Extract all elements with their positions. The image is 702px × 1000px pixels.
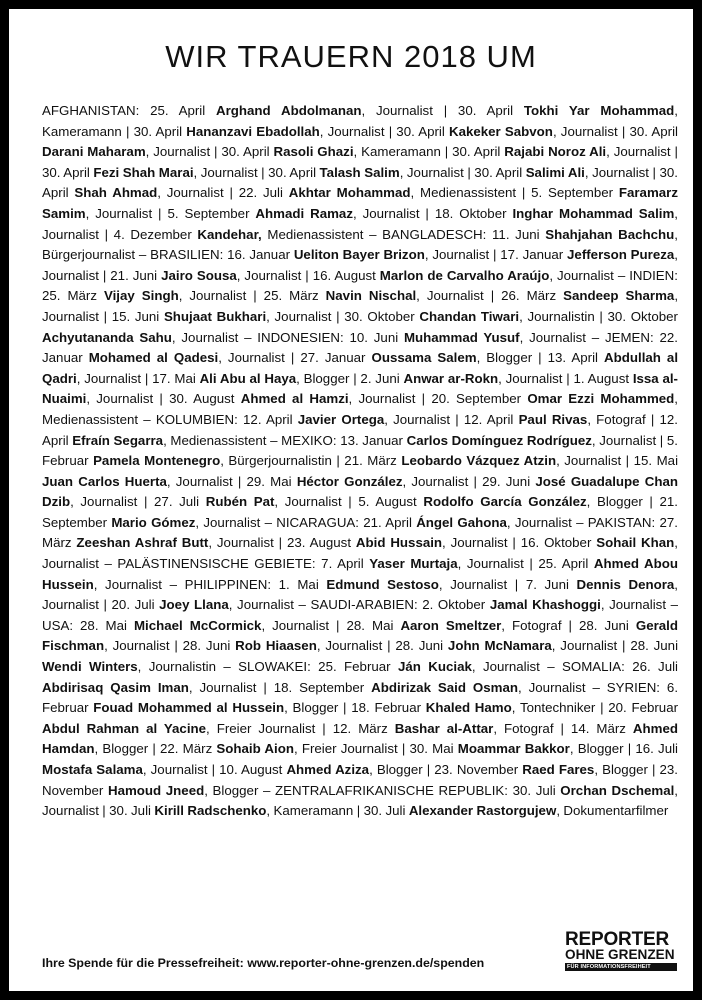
- person-name: Ahmed Aziza: [286, 762, 370, 777]
- entry-text: , Journalist | 15. Juni: [42, 288, 679, 324]
- person-name: Rubén Pat: [205, 494, 275, 510]
- entry-text: , Journalist | 5. September: [85, 205, 256, 221]
- person-name: Navin Nischal: [325, 288, 417, 304]
- entry-text: , Kameramann | 30. April: [353, 144, 505, 160]
- person-name: Michael McCormick: [133, 617, 262, 633]
- person-name: Shujaat Bukhari: [163, 308, 267, 324]
- entry-text: Medienassistent – BANGLADESCH: 11. Juni: [261, 226, 546, 242]
- entry-text: , Fotograf | 14. März: [493, 720, 633, 736]
- entry-text: , Journalist | 1. August: [498, 370, 633, 386]
- person-name: Javier Ortega: [297, 411, 385, 427]
- entry-text: , Journalist – PALÄSTINENSISCHE GEBIETE: 7. April: [42, 535, 678, 572]
- entry-text: , Journalist | 28. Juni: [551, 638, 679, 654]
- entry-text: , Journalist | 5. Februar: [42, 432, 678, 469]
- entry-text: , Journalist | 27. Januar: [218, 350, 372, 366]
- person-name: Héctor González: [296, 473, 403, 489]
- person-name: Juan Carlos Huerta: [42, 473, 167, 489]
- person-name: Dennis Denora: [576, 576, 675, 592]
- person-name: Rasoli Ghazi: [273, 144, 354, 160]
- person-name: Kandehar,: [197, 226, 262, 242]
- entry-text: AFGHANISTAN: 25. April: [42, 103, 217, 118]
- entry-text: , Journalist | 16. August: [236, 267, 380, 283]
- entry-text: , Journalist | 28. Juni: [316, 638, 448, 654]
- person-name: Talash Salim: [319, 164, 400, 180]
- person-name: Muhammad Yusuf: [403, 329, 520, 345]
- person-name: Jefferson Pureza: [567, 247, 675, 263]
- entry-text: , Journalist – SOMALIA: 26. Juli: [471, 659, 679, 675]
- entry-text: , Journalist | 30. April: [361, 103, 524, 118]
- entry-text: , Blogger | 13. April: [476, 350, 605, 366]
- entry-text: , Journalist | 30. Juli: [42, 782, 678, 819]
- person-name: Alexander Rastorgujew: [408, 803, 557, 819]
- entry-text: , Journalistin – SLOWAKEI: 25. Februar: [137, 659, 398, 675]
- entry-text: , Journalist | 16. Oktober: [442, 535, 597, 551]
- person-name: Zeeshan Ashraf Butt: [76, 535, 209, 551]
- entry-text: , Journalistin | 30. Oktober: [519, 308, 678, 324]
- entry-text: , Journalist | 5. August: [274, 494, 424, 510]
- person-name: Bashar al-Attar: [394, 720, 494, 736]
- entry-text: , Journalist | 28. Juni: [104, 638, 236, 654]
- entry-text: , Medienassistent – KOLUMBIEN: 12. April: [42, 391, 678, 427]
- entry-text: , Journalist | 30. April: [42, 144, 678, 180]
- entry-text: , Freier Journalist | 12. März: [206, 720, 395, 736]
- person-name: Mohamed al Qadesi: [88, 350, 219, 366]
- entry-text: , Blogger | 18. Februar: [284, 700, 426, 716]
- entry-text: , Blogger – ZENTRALAFRIKANISCHE REPUBLIK: 30. Juli: [204, 782, 561, 798]
- entry-text: , Journalist | 30. April: [42, 164, 678, 201]
- entry-text: , Blogger | 21. September: [42, 494, 678, 530]
- entry-text: , Journalist | 23. August: [208, 535, 356, 551]
- entry-text: , Fotograf | 28. Juni: [501, 617, 636, 633]
- entry-text: , Kameramann | 30. April: [42, 103, 678, 139]
- person-name: Ali Abu al Haya: [199, 370, 297, 386]
- entry-text: , Journalist | 30. April: [319, 123, 449, 139]
- page-title: WIR TRAUERN 2018 UM: [165, 39, 537, 74]
- person-name: Ahmed Abou Hussein: [42, 556, 678, 592]
- person-name: Ahmed al Hamzi: [240, 391, 349, 407]
- entry-text: , Journalist | 27. Juli: [70, 494, 206, 510]
- person-name: Rodolfo García González: [423, 494, 587, 510]
- person-name: Ueliton Bayer Brizon: [293, 247, 425, 263]
- person-name: Ján Kuciak: [397, 659, 472, 675]
- person-name: Abdul Rahman al Yacine: [42, 720, 207, 736]
- person-name: Leobardo Vázquez Atzin: [401, 453, 557, 469]
- person-name: Faramarz Samim: [42, 185, 678, 221]
- entry-text: , Bürgerjournalistin | 21. März: [220, 453, 402, 469]
- person-name: Omar Ezzi Mohammed: [527, 391, 675, 407]
- entry-text: , Journalist – SAUDI-ARABIEN: 2. Oktober: [228, 597, 490, 613]
- entry-text: , Journalist | 28. Mai: [261, 617, 401, 633]
- person-name: José Guadalupe Chan Dzib: [42, 473, 678, 510]
- person-name: Fezi Shah Marai: [93, 164, 194, 180]
- entry-text: , Journalist | 26. März: [416, 288, 564, 304]
- entry-text: , Journalist | 25. April: [457, 556, 594, 572]
- entry-text: , Journalist – INDONESIEN: 10. Juni: [171, 329, 404, 345]
- entry-text: , Freier Journalist | 30. Mai: [293, 741, 458, 757]
- entry-text: , Journalist | 10. August: [142, 762, 287, 777]
- entry-text: , Journalist – SYRIEN: 6. Februar: [42, 679, 679, 716]
- person-name: Anwar ar-Rokn: [403, 370, 499, 386]
- entry-text: , Blogger | 22. März: [94, 741, 217, 757]
- person-name: Khaled Hamo: [425, 700, 512, 716]
- person-name: Sandeep Sharma: [563, 288, 675, 304]
- entry-text: , Journalist | 4. Dezember: [42, 205, 678, 242]
- entry-text: , Journalist | 20. September: [348, 391, 528, 407]
- person-name: Issa al-Nuaimi: [42, 370, 678, 407]
- person-name: Edmund Sestoso: [326, 576, 439, 592]
- person-name: Hananzavi Ebadollah: [186, 123, 320, 139]
- person-name: Shah Ahmad: [74, 185, 158, 201]
- person-name: Carlos Domínguez Rodríguez: [406, 432, 592, 448]
- entry-text: , Journalist | 7. Juni: [438, 576, 577, 592]
- person-name: Achyutananda Sahu: [42, 329, 172, 345]
- entry-text: , Fotograf | 12. April: [42, 411, 679, 448]
- person-name: Sohaib Aion: [216, 741, 294, 757]
- entry-text: , Journalist – JEMEN: 22. Januar: [42, 329, 678, 366]
- entry-text: , Journalist | 30. April: [552, 123, 678, 139]
- person-name: Efraín Segarra: [72, 432, 164, 448]
- person-name: Vijay Singh: [103, 288, 179, 304]
- entry-text: , Journalist | 30. April: [193, 164, 320, 180]
- entry-text: , Journalist | 18. Oktober: [352, 205, 513, 221]
- person-name: Jairo Sousa: [161, 267, 237, 283]
- person-name: Abdirizak Said Osman: [371, 679, 518, 695]
- person-name: Gerald Fischman: [42, 617, 678, 654]
- person-name: Jamal Khashoggi: [489, 597, 601, 613]
- person-name: Ahmed Hamdan: [42, 720, 678, 757]
- entry-text: , Journalist | 15. Mai: [556, 453, 679, 469]
- entry-text: , Journalist | 17. Januar: [424, 247, 568, 263]
- entry-text: , Journalist | 29. Juni: [402, 473, 536, 489]
- person-name: Oussama Salem: [371, 350, 477, 366]
- person-name: Ahmadi Ramaz: [255, 205, 353, 221]
- person-name: Pamela Montenegro: [93, 453, 221, 469]
- person-name: Paul Rivas: [518, 411, 588, 427]
- person-name: Fouad Mohammed al Hussein: [93, 700, 285, 716]
- entry-text: , Journalist | 30. Oktober: [266, 308, 420, 324]
- entry-text: , Blogger | 23. November: [369, 762, 523, 777]
- person-name: Moammar Bakkor: [457, 741, 570, 757]
- logo-line-reporter: REPORTER: [565, 929, 669, 950]
- donation-footer: Ihre Spende für die Pressefreiheit: www.reporter-ohne-grenzen.de/spenden: [42, 956, 485, 970]
- person-name: Arghand Abdolmanan: [216, 103, 362, 118]
- person-name: Kirill Radschenko: [154, 803, 267, 819]
- logo-line-ohne-grenzen: OHNE GRENZEN: [565, 947, 675, 962]
- person-name: Hamoud Jneed: [107, 782, 205, 798]
- person-name: Aaron Smeltzer: [400, 617, 502, 633]
- person-name: Shahjahan Bachchu: [545, 226, 675, 242]
- entry-text: , Journalist – NICARAGUA: 21. April: [195, 514, 417, 530]
- entry-text: , Journalist | 30. August: [86, 391, 241, 407]
- person-name: John McNamara: [447, 638, 552, 654]
- person-name: Joey Llana: [159, 597, 229, 613]
- entry-text: , Kameramann | 30. Juli: [266, 803, 409, 819]
- person-name: Akhtar Mohammad: [288, 185, 411, 201]
- entry-text: , Journalist – USA: 28. Mai: [42, 597, 678, 633]
- entry-text: , Blogger | 16. Juli: [569, 741, 678, 757]
- logo-tagline: FÜR INFORMATIONSFREIHEIT: [565, 963, 677, 971]
- entry-text: , Bürgerjournalist – BRASILIEN: 16. Januar: [42, 226, 678, 263]
- entry-text: , Journalist | 22. Juli: [157, 185, 289, 201]
- entry-text: , Journalist – PAKISTAN: 27. März: [42, 514, 678, 551]
- person-name: Yaser Murtaja: [369, 556, 458, 572]
- person-name: Orchan Dschemal: [560, 782, 675, 798]
- entry-text: , Blogger | 23. November: [42, 762, 678, 798]
- rog-logo: [565, 931, 677, 979]
- person-name: Chandan Tiwari: [419, 308, 520, 324]
- person-name: Kakeker Sabvon: [448, 123, 553, 139]
- entry-text: , Journalist | 30. April: [145, 144, 274, 160]
- entry-text: , Medienassistent | 5. September: [410, 185, 619, 201]
- person-name: Abid Hussain: [355, 535, 443, 551]
- entry-text: , Journalist | 17. Mai: [76, 370, 200, 386]
- person-name: Abdullah al Qadri: [42, 350, 679, 386]
- person-name: Marlon de Carvalho Araújo: [379, 267, 550, 283]
- person-name: Mostafa Salama: [42, 762, 143, 777]
- person-name: Ángel Gahona: [416, 514, 507, 530]
- person-name: Inghar Mohammad Salim: [512, 205, 675, 221]
- entry-text: , Medienassistent – MEXIKO: 13. Januar: [163, 432, 407, 448]
- person-name: Darani Maharam: [42, 144, 146, 160]
- person-name: Salimi Ali: [525, 164, 585, 180]
- person-name: Tokhi Yar Mohammad: [523, 103, 675, 118]
- entry-text: , Journalist | 30. April: [399, 164, 526, 180]
- entry-text: , Journalist | 29. Mai: [166, 473, 297, 489]
- entry-text: , Dokumentarfilmer: [556, 803, 669, 819]
- entry-text: , Journalist – INDIEN: 25. März: [42, 267, 678, 304]
- person-name: Rob Hiaasen: [235, 638, 317, 654]
- entry-text: , Journalist | 25. März: [178, 288, 326, 304]
- person-name: Abdirisaq Qasim Iman: [42, 679, 189, 695]
- entry-text: , Journalist | 18. September: [188, 679, 372, 695]
- entry-text: , Journalist | 21. Juni: [42, 247, 678, 283]
- entry-text: , Blogger | 2. Juni: [296, 370, 404, 386]
- entry-text: , Journalist | 20. Juli: [42, 576, 678, 613]
- person-name: Sohail Khan: [596, 535, 675, 551]
- person-name: Raed Fares: [522, 762, 595, 777]
- person-name: Rajabi Noroz Ali: [504, 144, 607, 160]
- entry-text: , Tontechniker | 20. Februar: [511, 700, 679, 716]
- person-name: Wendi Winters: [42, 659, 138, 675]
- person-name: Mario Gómez: [111, 514, 196, 530]
- entry-text: , Journalist | 12. April: [384, 411, 519, 427]
- memorial-list: [42, 101, 678, 822]
- entry-text: , Journalist – PHILIPPINEN: 1. Mai: [93, 576, 327, 592]
